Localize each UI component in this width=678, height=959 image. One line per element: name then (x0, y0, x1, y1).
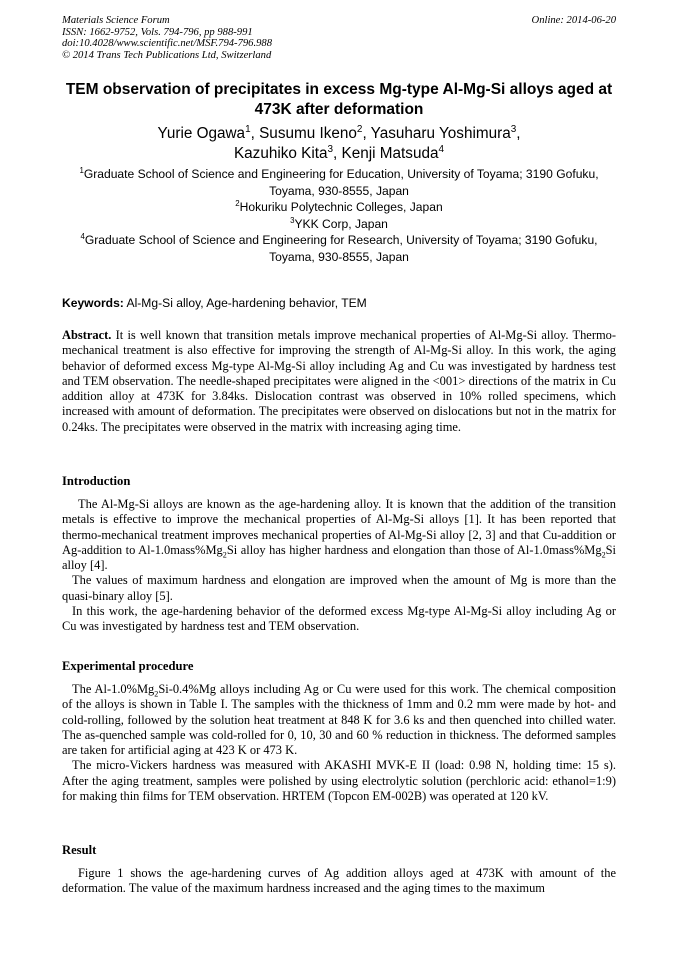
author-list (62, 124, 616, 164)
paragraph: The micro-Vickers hardness was measured with AKASHI MVK-E II (load: 0.98 N, holding time: 15 s). After the aging treatment, samples were polished by using electrolytic solution (perchloric acid: ethanol=1:9) for making thin films for TEM observation. HRTEM (Topcon EM-002B) was operated at 120 kV. (62, 758, 616, 804)
affiliation: $^4$Graduate School of Science and Engineering for Research, University of Toyama; 3190 Gofuku, Toyama, 930-8555, Japan (80, 231, 598, 264)
keywords-text: Al-Mg-Si alloy, Age-hardening behavior, TEM (126, 296, 367, 310)
doi-line: doi:10.4028/www.scientific.net/MSF.794-796.988 (62, 38, 272, 50)
abstract-text: It is well known that transition metals improve mechanical properties of Al-Mg-Si alloy. Thermo-mechanical treatment is also effective for improving the strength of Al-Mg-Si alloy. In this work, the aging behavior of deformed excess Mg-type Al-Mg-Si alloy including Ag and Cu was investigated by hardness test and TEM observation. The needle-shaped precipitates were aligned in the <001> directions of the matrix in Cu addition alloy at 473K for 3.84ks. Dislocation contrast was observed in 10% rolled specimens, which increased with amount of deformation. The precipitates were observed on dislocations but not in the matrix for 0.24ks. The precipitates were observed in the matrix with increasing aging time. (62, 328, 616, 434)
abstract (62, 328, 616, 435)
paragraph: The Al-Mg-Si alloys are known as the age-hardening alloy. It is known that the addition of the transition metals is effective to improve the mechanical properties of Al-Mg-Si alloys [1]. It has been reported that thermo-mechanical treatment improves mechanical properties of Al-Mg-Si alloy [2, 3] and that Cu-addition or Ag-addition to $Al-1.0mass\%Mg_2Si$ alloy has higher hardness and elongation than those of $Al-1.0mass\%Mg_2Si$ alloy [4]. (62, 497, 616, 573)
result-body (62, 866, 616, 897)
experimental-body (62, 682, 616, 804)
journal-header (62, 15, 272, 61)
affiliation-list (62, 166, 616, 265)
keywords-label: Keywords: (62, 296, 124, 310)
author: Yurie Ogawa$^1$, (157, 123, 260, 142)
author: Susumu Ikeno$^2$, (259, 123, 371, 142)
section-heading-result: Result (62, 843, 97, 857)
paragraph: Figure 1 shows the age-hardening curves of Ag addition alloys aged at 473K with amount of the deformation. The value of the maximum hardness increased and the aging times to the maximum (62, 866, 616, 896)
journal-name: Materials Science Forum (62, 15, 170, 26)
section-heading-introduction: Introduction (62, 474, 131, 488)
author: Kazuhiko Kita$^3$, (233, 143, 342, 162)
paper-title: TEM observation of precipitates in excess Mg-type Al-Mg-Si alloys aged at 473K after deformation (65, 81, 613, 118)
author: Yasuharu Yoshimura$^3$, (370, 123, 521, 142)
section-heading-experimental: Experimental procedure (62, 659, 194, 673)
introduction-body (62, 497, 616, 635)
issn-line: ISSN: 1662-9752, Vols. 794-796, pp 988-991 (62, 26, 253, 38)
affiliation: $^2$Hokuriku Polytechnic Colleges, Japan (235, 198, 443, 214)
online-date: Online: 2014-06-20 (531, 15, 616, 26)
affiliation: $^3$YKK Corp, Japan (290, 215, 388, 231)
paragraph: In this work, the age-hardening behavior of the deformed excess Mg-type Al-Mg-Si alloy including Ag or Cu was investigated by hardness test and TEM observation. (62, 604, 616, 634)
abstract-label: Abstract. (62, 328, 112, 342)
paragraph: The $Al-1.0\%Mg_2Si-0.4\%Mg$ alloys including Ag or Cu were used for this work. The chemical composition of the alloys is shown in Table I. The samples with the thickness of 1mm and 0.2 mm were made by hot- and cold-rolling, followed by the solution heat treatment at 848 K for 3.6 ks and then quenched into chilled water. The as-quenched sample was cold-rolled for 0, 10, 30 and 60 % reduction in thickness. The deformed samples are taken for artificial aging at 423 K or 473 K. (62, 682, 616, 758)
paragraph: The values of maximum hardness and elongation are improved when the amount of Mg is more than the quasi-binary alloy [5]. (62, 573, 616, 603)
copyright-line: © 2014 Trans Tech Publications Ltd, Switzerland (62, 49, 272, 61)
affiliation: $^1$Graduate School of Science and Engineering for Education, University of Toyama; 3190 Gofuku, Toyama, 930-8555, Japan (79, 165, 599, 198)
keywords (62, 296, 616, 310)
author: Kenji Matsuda$^4$ (341, 143, 445, 162)
